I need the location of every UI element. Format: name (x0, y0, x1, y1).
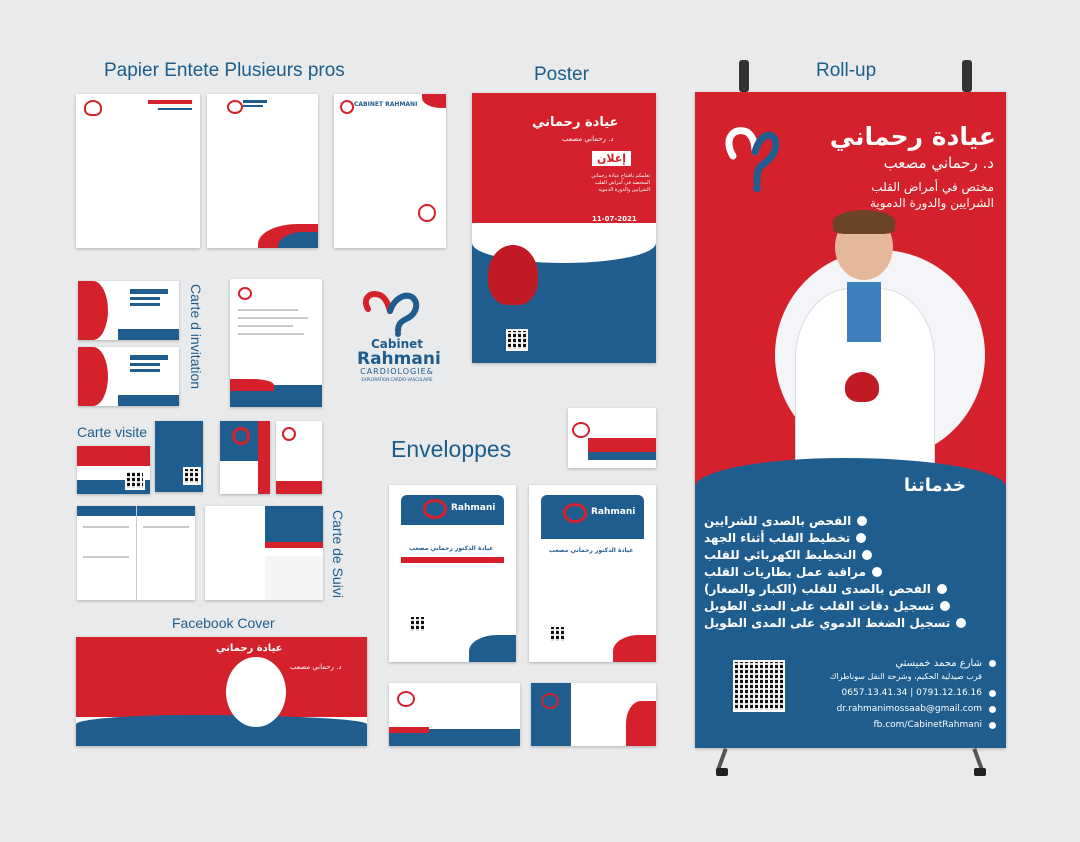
invitation-card-2 (78, 347, 179, 406)
service-item: مراقبة عمل بطاريات القلب (704, 563, 994, 580)
envelope1-clinic: عيادة الدكتور رحماني مصعب (409, 545, 494, 552)
service-item: تسجيل دقات القلب على المدى الطويل (704, 597, 994, 614)
envelope2-clinic: عيادة الدكتور رحماني مصعب (549, 547, 634, 554)
rollup-leg-right (972, 748, 983, 770)
poster-announce: إعلان (592, 151, 631, 166)
envelopes-title: Enveloppes (391, 436, 512, 462)
rollup-email: dr.rahmanimossaab@gmail.com (836, 704, 982, 714)
check-icon (862, 550, 872, 560)
fb-clinic-name: عيادة رحماني (216, 643, 283, 654)
rollup-services-title: خدماتنا (903, 475, 966, 496)
letterhead-title: Papier Entete Plusieurs pros (104, 60, 345, 81)
rollup-specialty-2: الشرايين والدورة الدموية (869, 196, 994, 210)
envelope-small-3 (531, 683, 656, 746)
check-icon (956, 618, 966, 628)
suivi-title: Carte de Suivi (330, 510, 346, 598)
poster-title: Poster (534, 64, 589, 85)
business-card-vertical (155, 421, 203, 492)
envelope2-brand: Rahmani (591, 507, 636, 517)
service-item: الفحص بالصدى للشرايين (704, 512, 994, 529)
rollup-qr-code (733, 660, 785, 712)
rollup-clinic-name: عيادة رحماني (829, 122, 996, 151)
rollup-address-1: شارع محمد خميستي (895, 658, 982, 669)
envelope-small-2 (389, 683, 520, 746)
envelope-1 (389, 485, 516, 662)
facebook-icon (989, 722, 996, 729)
doctor-hair (833, 210, 895, 234)
letterhead-3 (334, 94, 446, 248)
logo-line2: Rahmani (357, 349, 441, 369)
rollup-doctor-name: د. رحماني مصعب (883, 154, 994, 172)
phone-icon (989, 690, 996, 697)
location-icon (989, 660, 996, 667)
service-item: تخطيط القلب أثناء الجهد (704, 529, 994, 546)
rollup-title: Roll-up (816, 60, 877, 81)
doctor-shirt (847, 282, 881, 342)
suivi-card-2 (205, 506, 323, 600)
poster-date: 11-07-2021 (592, 215, 637, 223)
rollup-hanger-left (739, 60, 749, 92)
heart-icon (340, 100, 354, 114)
rollup-foot-right (974, 768, 986, 776)
cabinet-logo (357, 337, 441, 383)
facebook-cover (76, 637, 367, 746)
service-item: التخطيط الكهربائي للقلب (704, 546, 994, 563)
heart-icon (845, 372, 879, 402)
letterhead-2 (207, 94, 318, 248)
letterhead-cabinet: CABINET RAHMANI (354, 101, 418, 108)
carte-visite-title: Carte visite (77, 424, 148, 440)
rollup-banner (695, 92, 1006, 748)
rollup-address-2: قرب صيدلية الحكيم، وشرحة النقل سوناطراك (829, 672, 982, 681)
envelope1-brand: Rahmani (451, 503, 496, 513)
invitation-title: Carte d invitation (188, 284, 204, 390)
mail-icon (989, 706, 996, 713)
logo-line4: EXPLORATION CARDIO-VASCULAIRE (361, 377, 433, 382)
poster-clinic-name: عيادة رحماني (532, 115, 619, 130)
invitation-letter (230, 279, 322, 407)
envelope-2 (529, 485, 656, 662)
rollup-fb: fb.com/CabinetRahmani (873, 720, 982, 730)
fb-doctor-name: د. رحماني مصعب (290, 663, 342, 671)
service-item: تسجيل الضغط الدموي على المدى الطويل (704, 614, 994, 631)
heart-logo-icon (360, 289, 422, 337)
logo-line3: CARDIOLOGIE& (360, 367, 434, 376)
business-card-3 (276, 421, 322, 494)
poster-preview (472, 93, 656, 363)
letterhead-1 (76, 94, 200, 248)
rollup-phone: 0657.13.41.34 | 0791.12.16.16 (841, 688, 982, 698)
invitation-card-1 (78, 281, 179, 340)
poster-body: تعلمكم بافتتاح عيادة رحماني المختصة في أمراض القلب الشرايين والدورة الدموية (591, 173, 650, 193)
check-icon (872, 567, 882, 577)
logo-line1: Cabinet (370, 337, 424, 351)
rollup-specialty-1: مختص في أمراض القلب (871, 180, 994, 194)
check-icon (856, 533, 866, 543)
check-icon (857, 516, 867, 526)
facebook-cover-title: Facebook Cover (172, 615, 275, 631)
check-icon (937, 584, 947, 594)
service-item: الفحص بالصدى للقلب (الكبار والصغار) (704, 580, 994, 597)
suivi-card-open (77, 506, 195, 600)
stamp-icon (418, 204, 436, 222)
business-card-2 (220, 421, 270, 494)
check-icon (940, 601, 950, 611)
rollup-leg-left (716, 748, 727, 770)
rollup-foot-left (716, 768, 728, 776)
poster-doctor-name: د. رحماني مصعب (562, 135, 614, 143)
heart-icon (227, 100, 243, 114)
heart-icon (84, 100, 102, 116)
envelope-small-1 (568, 408, 656, 468)
business-card-front (77, 446, 150, 494)
rollup-heart-logo-icon (723, 124, 779, 194)
rollup-services-list (704, 512, 994, 631)
rollup-hanger-right (962, 60, 972, 92)
heart-organ-icon (488, 245, 538, 305)
